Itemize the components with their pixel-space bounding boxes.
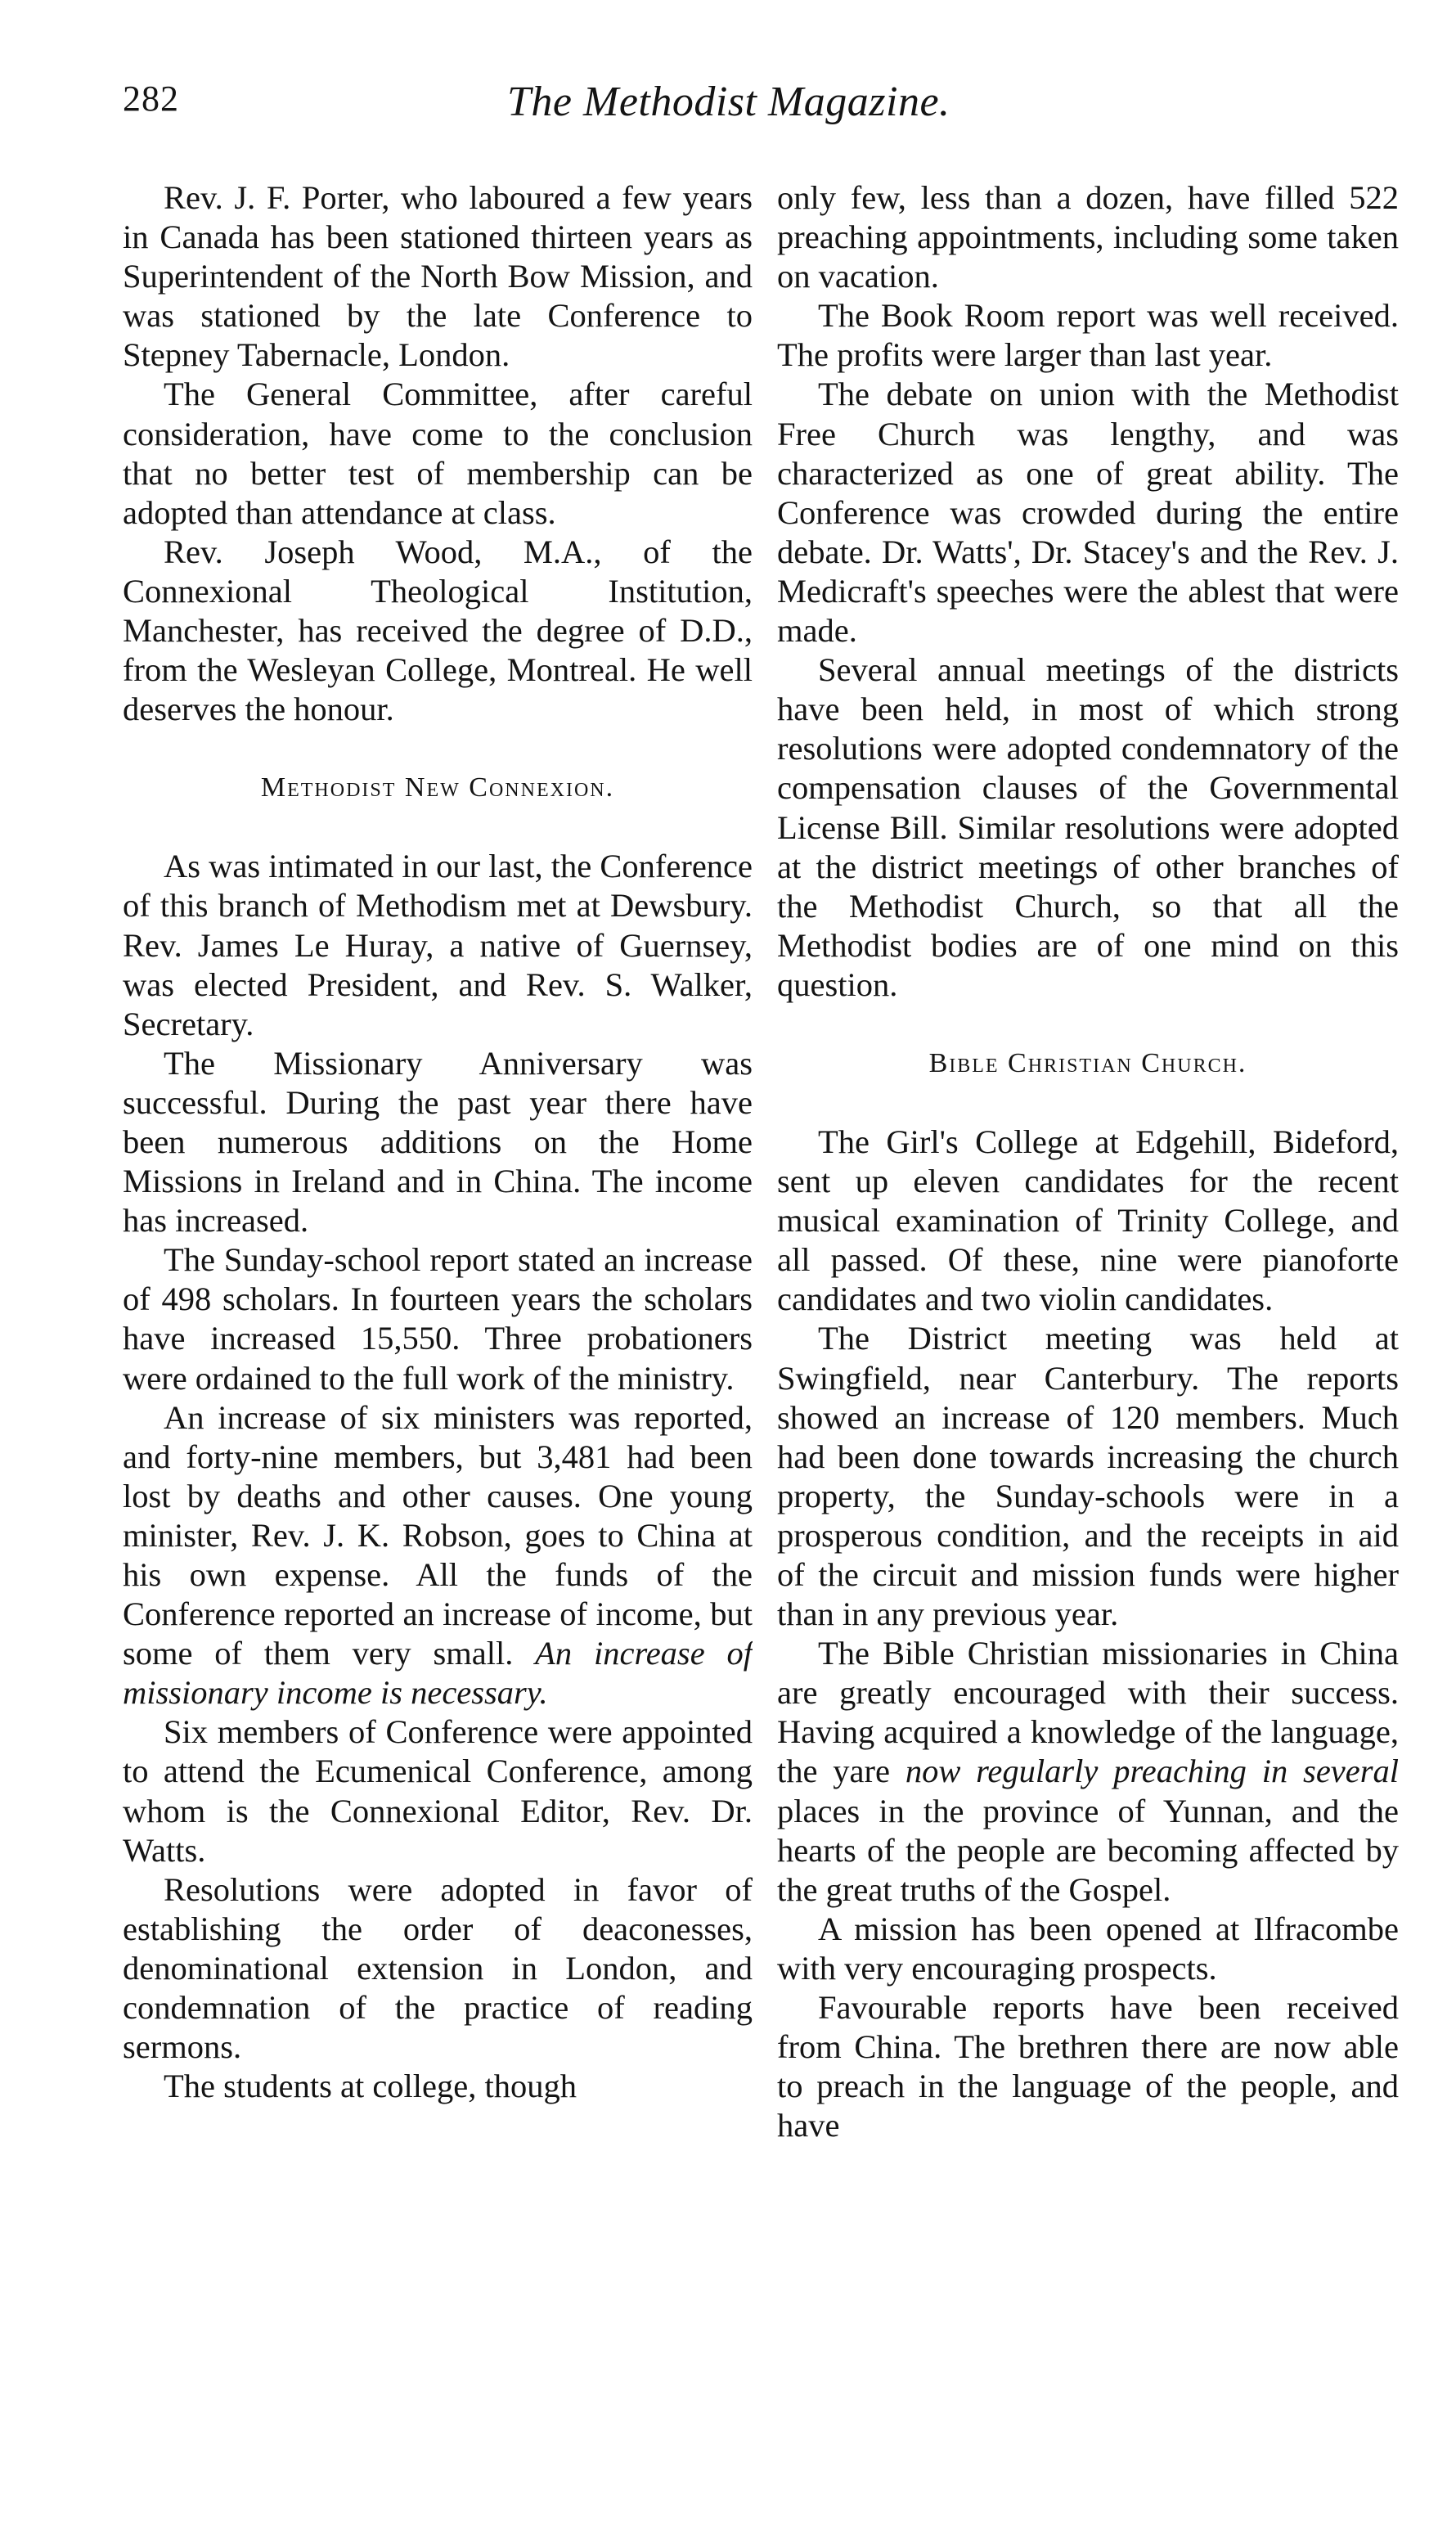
paragraph: The Girl's College at Edgehill, Bideford, sent up eleven candidates for the recent musical examination of Trinity College, and all passed. Of these, nine were pianoforte candidates and two violin candidates. xyxy=(777,1123,1399,1318)
paragraph-text: The Bible Christian missionaries in China are greatly encouraged with their success. Having acquired a knowledge of the language, the yare xyxy=(777,1635,1399,1790)
paragraph: The General Committee, after careful consideration, have come to the conclusion that no better test of membership can be adopted than attendance at class. xyxy=(123,376,753,531)
paragraph xyxy=(777,1634,1399,1910)
paragraph: The Missionary Anniversary was successful. During the past year there have been numerous additions on the Home Missions in Ireland and in China. The income has increased. xyxy=(123,1044,753,1240)
paragraph: Six members of Conference were appointed to attend the Ecumenical Conference, among whom is the Connexional Editor, Rev. Dr. Watts. xyxy=(123,1713,753,1869)
italic-text: An increase of missionary income is necessary. xyxy=(123,1635,753,1712)
running-title: The Methodist Magazine. xyxy=(507,79,950,125)
page-number: 282 xyxy=(123,79,179,119)
left-column xyxy=(123,178,753,2502)
paragraph: The District meeting was held at Swingfield, near Canterbury. The reports showed an increase of 120 members. Much had been done towards increasing the church property, the Sunday-schools were in a prosperous condition, and the receipts in aid of the circuit and mission funds were higher than in any previous year. xyxy=(777,1320,1399,1633)
paragraph: The students at college, though xyxy=(164,2068,577,2105)
paragraph: The Book Room report was well received. The profits were larger than last year. xyxy=(777,297,1399,374)
paragraph-continued: only few, less than a dozen, have filled 522 preaching appointments, including some taken on vacation. xyxy=(777,179,1399,295)
paragraph: Rev. J. F. Porter, who laboured a few years in Canada has been stationed thirteen years as Superintendent of the North Bow Mission, and was stationed by the late Conference to Stepney Tabernacle, London. xyxy=(123,179,753,374)
section-heading-bible-christian: Bible Christian Church. xyxy=(928,1047,1247,1078)
paragraph-text: places in the province of Yunnan, and the hearts of the people are becoming affected by the great truths of the Gospel. xyxy=(777,1792,1399,1908)
section-heading-new-connexion: Methodist New Connexion. xyxy=(260,772,615,803)
paragraph: Resolutions were adopted in favor of establishing the order of deaconesses, denominational extension in London, and condemnation of the practice of reading sermons. xyxy=(123,1870,753,2066)
page-header xyxy=(123,78,1407,151)
paragraph: Rev. Joseph Wood, M.A., of the Connexional Theological Institution, Manchester, has received the degree of D.D., from the Wesleyan College, Montreal. He well deserves the honour. xyxy=(123,533,753,728)
paragraph: A mission has been opened at Ilfracombe with very encouraging prospects. xyxy=(777,1910,1399,1987)
paragraph: As was intimated in our last, the Conference of this branch of Methodism met at Dewsbury. Rev. James Le Huray, a native of Guernsey, was elected President, and Rev. S. Walker, Secretary. xyxy=(123,848,753,1042)
paragraph: The Sunday-school report stated an increase of 498 scholars. In fourteen years the scholars have increased 15,550. Three probationers were ordained to the full work of the ministry. xyxy=(123,1241,753,1397)
italic-text: now regularly preaching in several xyxy=(905,1753,1399,1790)
paragraph: Favourable reports have been received from China. The brethren there are now able to preach in the language of the people, and have xyxy=(777,1989,1399,2144)
paragraph-text: An increase of six ministers was reported, and forty-nine members, but 3,481 had been lost by deaths and other causes. One young minister, Rev. J. K. Robson, goes to China at his own expense. All the funds of the Conference reported an increase of income, but some of them very small. xyxy=(123,1398,753,1672)
paragraph: Several annual meetings of the districts have been held, in most of which strong resolutions were adopted condemnatory of the compensation clauses of the Governmental License Bill. Similar resolutions were adopted at the district meetings of other branches of the Methodist Church, so that all the Methodist bodies are of one mind on this question. xyxy=(777,651,1399,1003)
paragraph xyxy=(123,1398,753,1713)
right-column xyxy=(777,178,1399,2502)
paragraph: The debate on union with the Methodist Free Church was lengthy, and was characterized as one of great ability. The Conference was crowded during the entire debate. Dr. Watts', Dr. Stacey's and the Rev. J. Medicraft's speeches were the ablest that were made. xyxy=(777,376,1399,650)
